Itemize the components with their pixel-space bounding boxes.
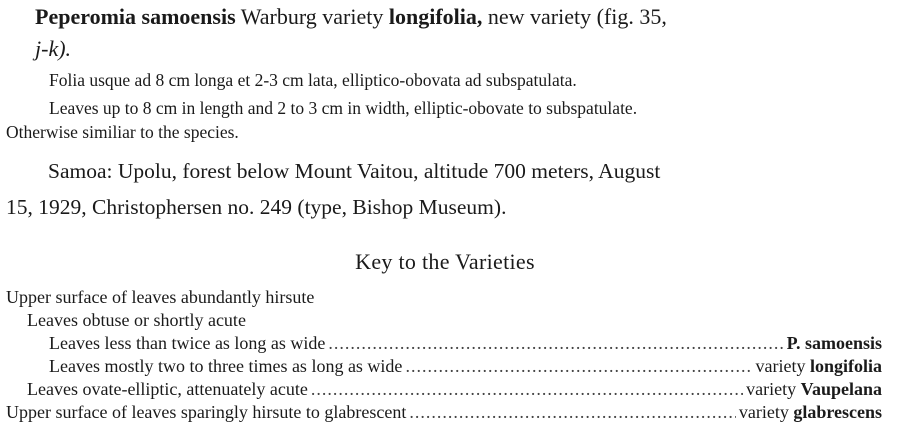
variety-status: new variety (fig. 35, xyxy=(487,4,667,29)
key-entry-3 xyxy=(49,333,882,354)
key-entry-4 xyxy=(49,356,882,377)
key-entry-4-text: Leaves mostly two to three times as long as wide xyxy=(49,356,403,376)
key-entry-6-text: Upper surface of leaves sparingly hirsute to glabrescent xyxy=(6,402,407,422)
latin-description: Folia usque ad 8 cm longa et 2-3 cm lata, elliptico-obovata ad subspatulata. xyxy=(49,70,577,90)
species-author: Warburg variety xyxy=(240,4,384,29)
leader-dots xyxy=(409,402,735,423)
key-entry-5 xyxy=(27,379,882,400)
key-title: Key to the Varieties xyxy=(355,249,535,274)
leader-dots xyxy=(328,333,783,354)
key-entry-5-result: variety Vaupelana xyxy=(746,379,882,399)
key-entry-1: Upper surface of leaves abundantly hirsute xyxy=(6,287,315,307)
variety-name: longifolia, xyxy=(388,4,483,29)
figure-reference xyxy=(35,36,71,62)
species-heading xyxy=(35,4,667,30)
key-entry-3-text: Leaves less than twice as long as wide xyxy=(49,333,326,353)
key-entry-2: Leaves obtuse or shortly acute xyxy=(27,310,246,330)
key-entry-6-result: variety glabrescens xyxy=(738,402,882,422)
key-entry-5-text: Leaves ovate-elliptic, attenuately acute xyxy=(27,379,308,399)
key-entry-4-result: variety longifolia xyxy=(755,356,882,376)
leader-dots xyxy=(405,356,752,377)
species-name: Peperomia samoensis xyxy=(35,4,236,29)
english-description-cont: Otherwise similiar to the species. xyxy=(6,122,239,142)
locality-line-1: Samoa: Upolu, forest below Mount Vaitou, altitude 700 meters, August xyxy=(48,159,661,183)
leader-dots xyxy=(311,379,743,400)
key-entry-6 xyxy=(6,402,882,423)
figure-ref-text: j-k). xyxy=(35,36,72,61)
key-entry-3-result: P. samoensis xyxy=(786,333,882,353)
locality-line-2: 15, 1929, Christophersen no. 249 (type, Bishop Museum). xyxy=(6,195,507,219)
english-description: Leaves up to 8 cm in length and 2 to 3 cm in width, elliptic-obovate to subspatulate. xyxy=(49,98,638,118)
